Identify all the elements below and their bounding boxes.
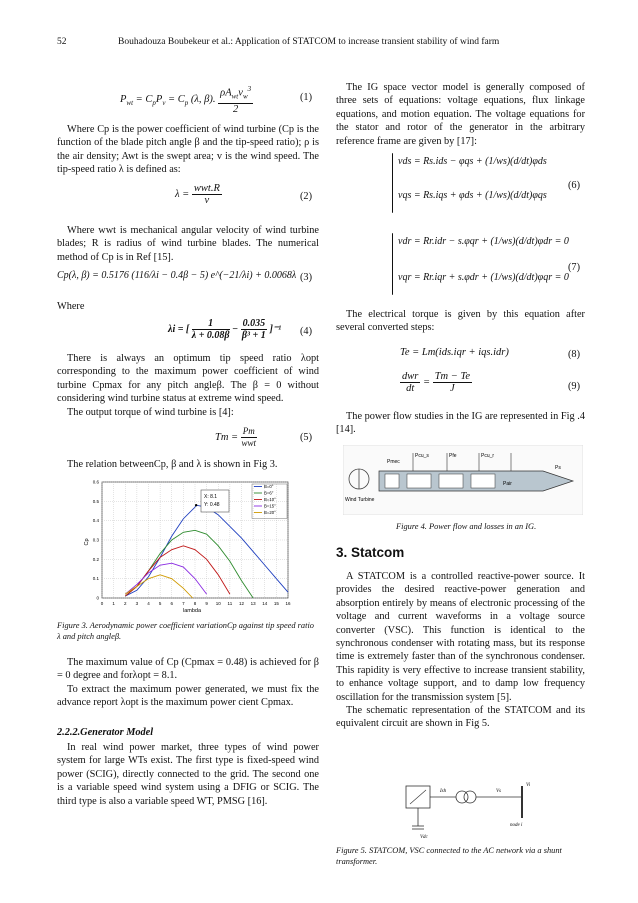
eq2-lhs: λ =	[175, 188, 190, 200]
x-tick-label: 0	[100, 601, 104, 606]
eq2-den: v	[204, 195, 210, 206]
eq9-number: (9)	[568, 381, 581, 392]
y-axis-label: Cp	[84, 538, 90, 546]
y-tick-label: 0	[96, 595, 99, 601]
x-tick-label: 10	[215, 601, 221, 606]
eq9-lhs-den: dt	[406, 383, 415, 394]
eq5-number: (5)	[300, 432, 313, 443]
para-generator-types: In real wind power market, three types of wind power system for large WTs exist. The first type is fixed-speed wind power (SCIG), directly connected to the grid. The second one is a variable speed wind system using a DFIG or SCIG. The third type is also a variable speed WT, PMSG [16].	[57, 742, 319, 807]
eq9-lhs-num: dwr	[402, 371, 419, 382]
paragraph	[57, 458, 319, 471]
paragraph	[57, 123, 319, 177]
running-title: Bouhadouza Boubekeur et al.: Application of STATCOM to increase transient stability of wind farm	[118, 37, 500, 47]
eq8-number: (8)	[568, 349, 581, 360]
legend-label: B=20°	[264, 510, 276, 515]
equation-9: $\frac{\text{dwr}}{dt}$ = $\frac{Tm - Te}{J}$	[402, 371, 470, 394]
eq1-number: (1)	[300, 92, 313, 103]
max-point-marker	[195, 504, 197, 506]
fig4-label: Pair	[503, 481, 512, 487]
x-tick-label: 1	[112, 601, 115, 606]
y-tick-label: 0.6	[92, 479, 99, 485]
eq9-rhs-den: J	[450, 383, 455, 394]
eq2-number: (2)	[300, 191, 313, 202]
figure-3-caption: Figure 3. Aerodynamic power coefficient variationCp against tip speed ratio λ and pitch angleβ.	[57, 621, 314, 641]
fig4-label: Pcu_s	[415, 453, 429, 459]
equation-6b: vqs = Rs.iqs + φds + (1/ws)(d/dt)φqs	[398, 190, 547, 201]
para-relation: The relation betweenCp, β and λ is shown in Fig 3.	[67, 459, 278, 470]
eq4-lhs: λi = [	[168, 323, 190, 335]
paragraph	[57, 224, 319, 264]
datatip-x: X: 8.1	[204, 494, 218, 500]
fig4-label: Pmec	[387, 459, 400, 465]
x-tick-label: 4	[147, 601, 150, 606]
datatip-y: Y: 0.48	[204, 502, 220, 508]
fig4-label: Ps	[555, 465, 561, 471]
brace	[392, 153, 393, 213]
figure-4-caption: Figure 4. Power flow and losses in an IG.	[396, 522, 537, 531]
y-tick-label: 0.2	[92, 556, 99, 562]
eq4-number: (4)	[300, 326, 313, 337]
y-tick-label: 0.5	[92, 498, 99, 504]
x-tick-label: 8	[193, 601, 197, 606]
section-heading-statcom: 3. Statcom	[336, 545, 405, 560]
y-tick-label: 0.3	[92, 537, 99, 543]
equation-5	[215, 426, 257, 449]
equation-3: Cp(λ, β) = 0.5176 (116/λi − 0.4β − 5) e^(−21/λi) + 0.0068λ	[57, 270, 297, 281]
legend-label: B=0°	[264, 484, 274, 489]
brace	[392, 233, 393, 295]
paragraph	[336, 570, 585, 731]
equation-6a: vds = Rs.ids − φqs + (1/ws)(d/dt)φds	[398, 156, 547, 167]
power-flow-diagram	[343, 445, 583, 515]
para-cp-definition: Where Cp is the power coefficient of wind turbine (Cp is the function of the blade pitch angle β and the tip-speed ratio); ρ is the air density; Awt is the swept area; v is the wind speed. The tip-speed ratio λ is defined as:	[57, 124, 319, 176]
paragraph	[336, 410, 585, 437]
section-heading-generator-model: 2.2.2.Generator Model	[57, 727, 154, 738]
para-lambda-opt: There is always an optimum tip speed ratio λopt corresponding to the maximum power coefficient of wind turbine Cpmax for any pitch angleβ. The β = 0 without considering wind turbine status at extreme wind speed.	[57, 353, 319, 405]
equation-8: Te = Lm(ids.iqr + iqs.idr)	[400, 347, 509, 358]
para-power-flow: The power flow studies in the IG are represented in Fig .4 [14].	[336, 411, 585, 436]
x-tick-label: 5	[158, 601, 162, 606]
para-statcom-schematic: The schematic representation of the STATCOM and its equivalent circuit are shown in Fig 5.	[336, 705, 585, 730]
para-electrical-torque: The electrical torque is given by this equation after several converted steps:	[336, 309, 585, 334]
eq5-lhs: Tm =	[215, 431, 239, 443]
fig5-label: node i	[510, 823, 523, 828]
para-cpmax: The maximum value of Cp (Cpmax = 0.48) is achieved for β = 0 degree and forλopt = 8.1.	[57, 657, 319, 682]
equation-4	[168, 318, 281, 341]
para-wwt: Where wwt is mechanical angular velocity of wind turbine blades; R is radius of wind turbine blades. The numerical method of Cp is in Ref [15].	[57, 225, 319, 263]
statcom-schematic	[400, 778, 540, 840]
x-tick-label: 9	[205, 601, 208, 606]
fig5-label: Vi	[526, 783, 531, 788]
fig4-label: Pfe	[449, 453, 457, 459]
eq2-num: wwt.R	[193, 183, 220, 194]
y-tick-label: 0.4	[92, 518, 99, 524]
eq4-t2n: 0.035	[242, 318, 266, 329]
eq7-number: (7)	[568, 262, 581, 273]
eq4-rhs: ]⁻¹	[269, 323, 282, 335]
paragraph	[57, 741, 319, 808]
x-axis-label: lambda	[182, 608, 202, 614]
equation-2	[175, 183, 222, 206]
eq5-den: wwt	[241, 438, 257, 448]
x-tick-label: 15	[273, 601, 279, 606]
x-tick-label: 2	[123, 601, 127, 606]
equation-7b: vqr = Rr.iqr + s.φdr + (1/ws)(d/dt)φqr = 0	[398, 272, 569, 283]
x-tick-label: 13	[250, 601, 256, 606]
y-tick-label: 0.1	[92, 576, 99, 582]
paragraph	[57, 656, 319, 710]
para-extract-max: To extract the maximum power generated, we must fix the advance report λopt is the maximum power cient Cpmax.	[57, 683, 319, 709]
x-tick-label: 14	[262, 601, 268, 606]
paragraph	[57, 352, 319, 419]
eq3-number: (3)	[300, 272, 313, 283]
eq6-number: (6)	[568, 180, 581, 191]
where-label: Where	[57, 301, 85, 312]
legend-label: B=15°	[264, 503, 276, 509]
eq4-t1d: λ + 0.08β	[191, 330, 230, 341]
legend-label: B=6°	[264, 490, 274, 496]
page-number: 52	[57, 37, 67, 47]
cp-lambda-chart	[64, 474, 304, 614]
paragraph	[336, 81, 585, 148]
x-tick-label: 7	[182, 601, 185, 606]
eq4-t1n: 1	[192, 318, 230, 330]
figure-5-caption: Figure 5. STATCOM, VSC connected to the AC network via a shunt transformer.	[336, 846, 562, 866]
x-tick-label: 16	[285, 601, 291, 606]
eq4-t2d: β³ + 1	[241, 330, 266, 341]
equation-7a: vdr = Rr.idr − s.φqr + (1/ws)(d/dt)φdr = 0	[398, 236, 569, 247]
fig4-label: Pcu_r	[481, 453, 495, 459]
eq9-rhs-num: Tm − Te	[434, 371, 470, 382]
x-tick-label: 3	[135, 601, 139, 606]
legend-label: B=10°	[264, 497, 276, 502]
paragraph	[336, 308, 585, 335]
para-output-torque: The output torque of wind turbine is [4]:	[67, 406, 234, 418]
x-tick-label: 6	[170, 601, 174, 606]
equation-1: $P_{wt} = C_pP_v = C_p$ (λ, β). $\frac{\rho A_{wt}v_w^3}{2}$	[120, 85, 252, 115]
x-tick-label: 12	[238, 601, 245, 606]
fig5-label: Vs	[496, 789, 501, 794]
eq4-minus: −	[232, 323, 239, 335]
para-ig-model: The IG space vector model is generally composed of three sets of equations: voltage equations, flux linkage equations, and motion equation. The voltage equations for the stator and rotor of the generator in the arbitrary reference frame are given by [17]:	[336, 82, 585, 147]
para-statcom-definition: A STATCOM is a controlled reactive-power source. It provides the desired reactive-power generation and absorption entirely by means of electronic processing of the voltage and current waveforms in a voltage source converter (VSC). This function is identical to the synchronous condenser with rotating mass, but its response time is extremely faster than of the synchronous condenser. This rapidity is very effective to increase transient stability, to enhance voltage support, and to damp low frequency oscillation for the transmission system [5].	[336, 571, 585, 703]
x-tick-label: 11	[227, 601, 233, 606]
fig4-label: Wind Turbine	[345, 497, 375, 503]
fig5-label: Ish	[440, 789, 447, 794]
eq5-num: Pm	[242, 426, 255, 436]
fig5-label: Vdc	[420, 835, 428, 840]
